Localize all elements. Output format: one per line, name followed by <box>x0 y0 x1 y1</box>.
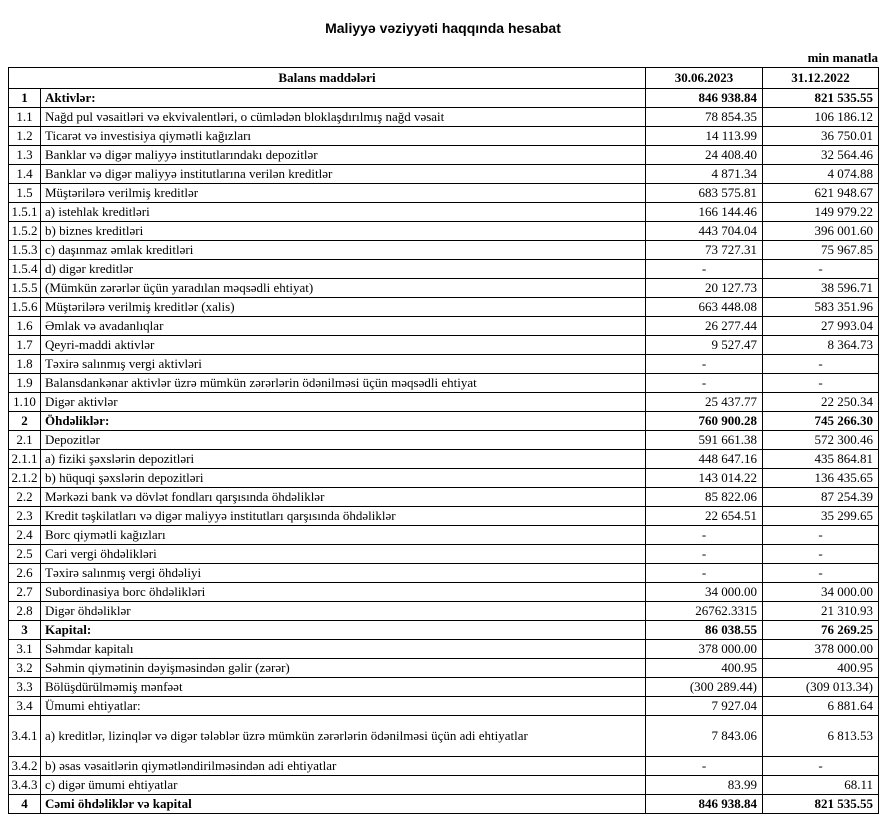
row-value-2023: 400.95 <box>646 659 763 678</box>
row-item-label: Banklar və digər maliyyə institutlarına verilən kreditlər <box>41 165 646 184</box>
row-value-2022: 106 186.12 <box>763 108 879 127</box>
row-number: 3 <box>9 621 41 640</box>
row-value-2023: 378 000.00 <box>646 640 763 659</box>
row-item-label: Cəmi öhdəliklər və kapital <box>41 795 646 814</box>
row-item-label: c) daşınmaz əmlak kreditləri <box>41 241 646 260</box>
row-number: 2.5 <box>9 545 41 564</box>
row-item-label: Kapital: <box>41 621 646 640</box>
row-item-label: Digər aktivlər <box>41 393 646 412</box>
row-value-2023: 24 408.40 <box>646 146 763 165</box>
row-value-2023: 663 448.08 <box>646 298 763 317</box>
row-value-2022: 149 979.22 <box>763 203 879 222</box>
row-value-2023: 22 654.51 <box>646 507 763 526</box>
row-value-2022: 821 535.55 <box>763 795 879 814</box>
row-item-label: (Mümkün zərərlər üçün yaradılan məqsədli ehtiyat) <box>41 279 646 298</box>
table-row <box>9 795 879 814</box>
row-value-2022: 378 000.00 <box>763 640 879 659</box>
row-value-2023: 26 277.44 <box>646 317 763 336</box>
table-row <box>9 203 879 222</box>
row-item-label: a) fiziki şəxslərin depozitləri <box>41 450 646 469</box>
table-row <box>9 298 879 317</box>
row-value-2022: 36 750.01 <box>763 127 879 146</box>
table-row <box>9 165 879 184</box>
row-item-label: a) kreditlər, lizinqlər və digər tələblər üzrə mümkün zərərlərin ödənilməsi üçün adi ehtiyatlar <box>41 716 646 757</box>
row-number: 1.1 <box>9 108 41 127</box>
row-value-2023: - <box>646 545 763 564</box>
row-value-2022: 6 881.64 <box>763 697 879 716</box>
row-value-2023: 7 843.06 <box>646 716 763 757</box>
row-value-2022: 572 300.46 <box>763 431 879 450</box>
row-item-label: a) istehlak kreditləri <box>41 203 646 222</box>
row-value-2023: 760 900.28 <box>646 412 763 431</box>
row-value-2022: 821 535.55 <box>763 89 879 108</box>
row-number: 3.4 <box>9 697 41 716</box>
row-value-2022: 22 250.34 <box>763 393 879 412</box>
row-number: 3.1 <box>9 640 41 659</box>
table-row <box>9 583 879 602</box>
row-number: 3.4.1 <box>9 716 41 757</box>
row-item-label: b) əsas vəsaitlərin qiymətləndirilməsindən adi ehtiyatlar <box>41 757 646 776</box>
table-row <box>9 374 879 393</box>
row-item-label: Bölüşdürülməmiş mənfəət <box>41 678 646 697</box>
row-value-2022: - <box>763 564 879 583</box>
row-value-2023: 9 527.47 <box>646 336 763 355</box>
row-item-label: Təxirə salınmış vergi aktivləri <box>41 355 646 374</box>
table-row <box>9 507 879 526</box>
table-row <box>9 564 879 583</box>
row-number: 1.5.5 <box>9 279 41 298</box>
row-value-2022: - <box>763 355 879 374</box>
row-value-2023: 846 938.84 <box>646 89 763 108</box>
row-value-2022: 745 266.30 <box>763 412 879 431</box>
row-number: 2.1.2 <box>9 469 41 488</box>
row-item-label: Borc qiymətli kağızları <box>41 526 646 545</box>
row-number: 3.4.3 <box>9 776 41 795</box>
row-value-2023: 591 661.38 <box>646 431 763 450</box>
row-value-2022: 87 254.39 <box>763 488 879 507</box>
table-row <box>9 355 879 374</box>
balance-table-body <box>9 89 879 814</box>
row-number: 1.10 <box>9 393 41 412</box>
table-row <box>9 279 879 298</box>
row-value-2022: 6 813.53 <box>763 716 879 757</box>
page-title: Maliyyə vəziyyəti haqqında hesabat <box>325 20 561 36</box>
table-row <box>9 469 879 488</box>
row-value-2023: 448 647.16 <box>646 450 763 469</box>
row-value-2022: - <box>763 526 879 545</box>
row-number: 1.5.6 <box>9 298 41 317</box>
row-number: 1.5 <box>9 184 41 203</box>
row-item-label: Müştərilərə verilmiş kreditlər <box>41 184 646 203</box>
column-header-date-2023: 30.06.2023 <box>646 68 763 89</box>
row-value-2023: (300 289.44) <box>646 678 763 697</box>
row-number: 1.5.3 <box>9 241 41 260</box>
row-number: 1 <box>9 89 41 108</box>
row-number: 2.3 <box>9 507 41 526</box>
row-number: 1.5.4 <box>9 260 41 279</box>
row-value-2022: 68.11 <box>763 776 879 795</box>
row-number: 1.3 <box>9 146 41 165</box>
row-item-label: b) hüquqi şəxslərin depozitləri <box>41 469 646 488</box>
row-number: 3.3 <box>9 678 41 697</box>
row-value-2022: (309 013.34) <box>763 678 879 697</box>
row-item-label: Cari vergi öhdəlikləri <box>41 545 646 564</box>
row-value-2022: 75 967.85 <box>763 241 879 260</box>
row-value-2022: 136 435.65 <box>763 469 879 488</box>
table-row <box>9 602 879 621</box>
row-value-2022: - <box>763 260 879 279</box>
row-number: 4 <box>9 795 41 814</box>
row-item-label: Səhmin qiymətinin dəyişməsindən gəlir (zərər) <box>41 659 646 678</box>
balance-sheet-table <box>8 67 879 814</box>
table-header-row <box>9 68 879 89</box>
table-row <box>9 716 879 757</box>
row-item-label: Ümumi ehtiyatlar: <box>41 697 646 716</box>
row-number: 2.1 <box>9 431 41 450</box>
row-value-2023: 25 437.77 <box>646 393 763 412</box>
row-value-2022: 8 364.73 <box>763 336 879 355</box>
row-number: 1.5.2 <box>9 222 41 241</box>
column-header-items: Balans maddələri <box>9 68 646 89</box>
row-value-2022: 4 074.88 <box>763 165 879 184</box>
row-item-label: Nağd pul vəsaitləri və ekvivalentləri, o cümlədən bloklaşdırılmış nağd vəsait <box>41 108 646 127</box>
row-item-label: Səhmdar kapitalı <box>41 640 646 659</box>
row-value-2022: 21 310.93 <box>763 602 879 621</box>
row-number: 1.6 <box>9 317 41 336</box>
row-number: 1.8 <box>9 355 41 374</box>
row-value-2023: 73 727.31 <box>646 241 763 260</box>
table-row <box>9 431 879 450</box>
table-row <box>9 697 879 716</box>
row-item-label: Təxirə salınmış vergi öhdəliyi <box>41 564 646 583</box>
row-value-2023: 4 871.34 <box>646 165 763 184</box>
row-value-2023: 846 938.84 <box>646 795 763 814</box>
row-number: 1.2 <box>9 127 41 146</box>
table-row <box>9 621 879 640</box>
row-item-label: Mərkəzi bank və dövlət fondları qarşısında öhdəliklər <box>41 488 646 507</box>
row-item-label: Əmlak və avadanlıqlar <box>41 317 646 336</box>
table-row <box>9 317 879 336</box>
unit-note: min manatla <box>807 50 878 65</box>
row-value-2023: - <box>646 355 763 374</box>
row-value-2023: 85 822.06 <box>646 488 763 507</box>
row-number: 3.4.2 <box>9 757 41 776</box>
row-item-label: Digər öhdəliklər <box>41 602 646 621</box>
row-number: 1.5.1 <box>9 203 41 222</box>
table-row <box>9 393 879 412</box>
row-value-2022: 583 351.96 <box>763 298 879 317</box>
table-row <box>9 488 879 507</box>
row-item-label: Qeyri-maddi aktivlər <box>41 336 646 355</box>
row-value-2023: 20 127.73 <box>646 279 763 298</box>
row-value-2023: 443 704.04 <box>646 222 763 241</box>
row-value-2023: 83.99 <box>646 776 763 795</box>
table-row <box>9 146 879 165</box>
row-value-2022: 27 993.04 <box>763 317 879 336</box>
row-value-2023: - <box>646 526 763 545</box>
row-item-label: c) digər ümumi ehtiyatlar <box>41 776 646 795</box>
row-number: 2.7 <box>9 583 41 602</box>
row-value-2022: 76 269.25 <box>763 621 879 640</box>
row-number: 1.9 <box>9 374 41 393</box>
row-value-2023: - <box>646 260 763 279</box>
row-value-2022: 396 001.60 <box>763 222 879 241</box>
table-row <box>9 450 879 469</box>
row-value-2022: 32 564.46 <box>763 146 879 165</box>
row-number: 2.2 <box>9 488 41 507</box>
row-value-2023: 78 854.35 <box>646 108 763 127</box>
row-item-label: Subordinasiya borc öhdəlikləri <box>41 583 646 602</box>
column-header-date-2022: 31.12.2022 <box>763 68 879 89</box>
table-row <box>9 108 879 127</box>
row-number: 3.2 <box>9 659 41 678</box>
row-item-label: Depozitlər <box>41 431 646 450</box>
row-item-label: b) biznes kreditləri <box>41 222 646 241</box>
row-value-2023: - <box>646 757 763 776</box>
row-value-2023: - <box>646 374 763 393</box>
row-item-label: Müştərilərə verilmiş kreditlər (xalis) <box>41 298 646 317</box>
row-number: 2.1.1 <box>9 450 41 469</box>
row-item-label: Ticarət və investisiya qiymətli kağızları <box>41 127 646 146</box>
row-item-label: Öhdəliklər: <box>41 412 646 431</box>
row-value-2022: 400.95 <box>763 659 879 678</box>
table-row <box>9 757 879 776</box>
row-item-label: Kredit təşkilatları və digər maliyyə institutları qarşısında öhdəliklər <box>41 507 646 526</box>
table-row <box>9 336 879 355</box>
table-row <box>9 260 879 279</box>
row-number: 2.6 <box>9 564 41 583</box>
row-value-2022: - <box>763 374 879 393</box>
row-number: 2.4 <box>9 526 41 545</box>
row-number: 1.7 <box>9 336 41 355</box>
row-item-label: Banklar və digər maliyyə institutlarındakı depozitlər <box>41 146 646 165</box>
row-value-2022: 35 299.65 <box>763 507 879 526</box>
table-row <box>9 412 879 431</box>
row-value-2023: 166 144.46 <box>646 203 763 222</box>
row-value-2023: - <box>646 564 763 583</box>
table-row <box>9 545 879 564</box>
row-number: 1.4 <box>9 165 41 184</box>
row-value-2022: 34 000.00 <box>763 583 879 602</box>
row-value-2022: 621 948.67 <box>763 184 879 203</box>
row-item-label: Balansdankənar aktivlər üzrə mümkün zərərlərin ödənilməsi üçün məqsədli ehtiyat <box>41 374 646 393</box>
row-number: 2 <box>9 412 41 431</box>
row-value-2022: - <box>763 545 879 564</box>
table-row <box>9 127 879 146</box>
row-value-2023: 143 014.22 <box>646 469 763 488</box>
row-value-2023: 86 038.55 <box>646 621 763 640</box>
row-value-2023: 26762.3315 <box>646 602 763 621</box>
table-row <box>9 776 879 795</box>
row-value-2023: 14 113.99 <box>646 127 763 146</box>
row-value-2022: 38 596.71 <box>763 279 879 298</box>
row-value-2023: 7 927.04 <box>646 697 763 716</box>
table-row <box>9 640 879 659</box>
table-row <box>9 184 879 203</box>
row-item-label: d) digər kreditlər <box>41 260 646 279</box>
table-row <box>9 241 879 260</box>
table-row <box>9 526 879 545</box>
table-row <box>9 222 879 241</box>
row-item-label: Aktivlər: <box>41 89 646 108</box>
row-value-2022: 435 864.81 <box>763 450 879 469</box>
row-value-2023: 34 000.00 <box>646 583 763 602</box>
table-row <box>9 678 879 697</box>
row-value-2022: - <box>763 757 879 776</box>
row-number: 2.8 <box>9 602 41 621</box>
table-row <box>9 89 879 108</box>
table-row <box>9 659 879 678</box>
row-value-2023: 683 575.81 <box>646 184 763 203</box>
